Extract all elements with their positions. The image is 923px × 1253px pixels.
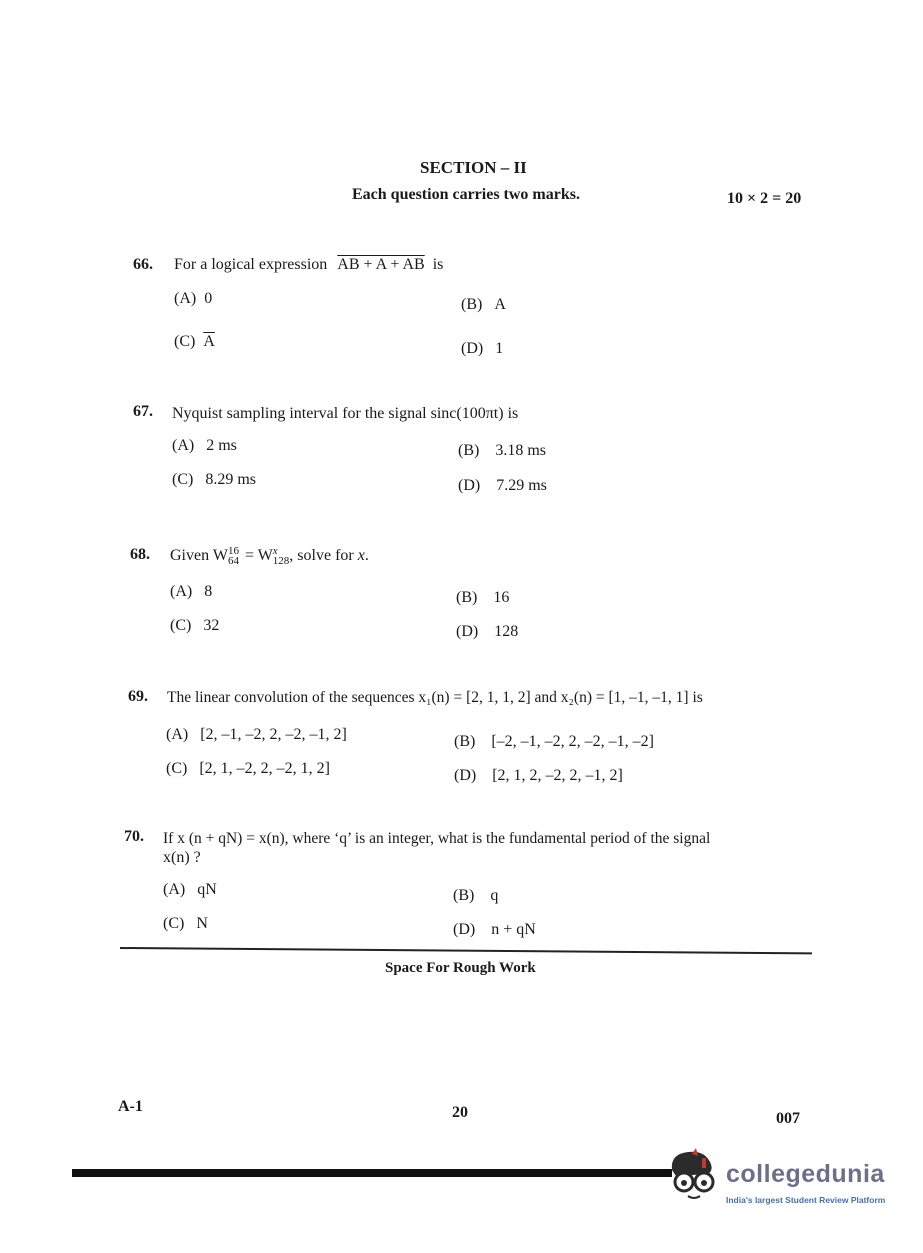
option-a[interactable]: (A) [2, –1, –2, 2, –2, –1, 2] [166, 726, 347, 743]
question-text-line2: x(n) ? [163, 849, 201, 866]
section-marks: 10 × 2 = 20 [727, 190, 802, 207]
logic-expression: AB + A + AB [337, 256, 425, 273]
question-number: 68. [130, 546, 150, 563]
question-number: 69. [128, 688, 148, 705]
question-text: Nyquist sampling interval for the signal sinc(100πt) is [172, 405, 519, 422]
mascot-icon [662, 1148, 722, 1204]
option-b[interactable]: (B) q [453, 887, 499, 904]
option-b[interactable]: (B) [–2, –1, –2, 2, –2, –1, –2] [454, 733, 654, 750]
question-text: The linear convolution of the sequences x₁(n) = [2, 1, 1, 2] and x₂(n) = [1, –1, –1, 1] is [167, 689, 703, 706]
option-a[interactable]: (A) 0 [174, 290, 213, 307]
footer-serial: 007 [776, 1110, 800, 1127]
question-text: For a logical expression AB + A + AB is [174, 256, 444, 273]
mascot-logo [662, 1148, 722, 1204]
option-b[interactable]: (B) A [461, 296, 506, 313]
option-d[interactable]: (D) 1 [461, 340, 504, 357]
footer-code: A-1 [118, 1098, 143, 1115]
bottom-bar [72, 1169, 672, 1177]
option-c[interactable]: (C) 8.29 ms [172, 471, 256, 488]
option-c[interactable]: (C) [2, 1, –2, 2, –2, 1, 2] [166, 760, 330, 777]
option-d[interactable]: (D) n + qN [453, 921, 536, 938]
rough-work-divider [120, 947, 812, 954]
question-text-line1: If x (n + qN) = x(n), where ‘q’ is an integer, what is the fundamental period of the signal [163, 830, 711, 847]
question-number: 66. [133, 256, 153, 273]
rough-work-label: Space For Rough Work [385, 960, 536, 976]
option-c[interactable]: (C) N [163, 915, 208, 932]
option-c[interactable]: (C) 32 [170, 617, 220, 634]
question-text: Given W 16 64 = W x 128 , solve for x. [170, 545, 369, 567]
page-number: 20 [452, 1104, 468, 1121]
brand-tagline: India's largest Student Review Platform [726, 1195, 886, 1205]
option-a[interactable]: (A) 8 [170, 583, 213, 600]
option-b[interactable]: (B) 16 [456, 589, 510, 606]
option-b[interactable]: (B) 3.18 ms [458, 442, 546, 459]
section-title: SECTION – II [420, 158, 527, 177]
option-a[interactable]: (A) 2 ms [172, 437, 237, 454]
option-d[interactable]: (D) 128 [456, 623, 519, 640]
option-d[interactable]: (D) 7.29 ms [458, 477, 547, 494]
question-number: 67. [133, 403, 153, 420]
option-d[interactable]: (D) [2, 1, 2, –2, 2, –1, 2] [454, 767, 623, 784]
option-c[interactable]: (C) $\overline{A}$ [174, 333, 215, 350]
question-number: 70. [124, 828, 144, 845]
section-subtitle: Each question carries two marks. [352, 186, 580, 203]
brand-name: collegedunia [726, 1160, 885, 1188]
option-a[interactable]: (A) qN [163, 881, 217, 898]
